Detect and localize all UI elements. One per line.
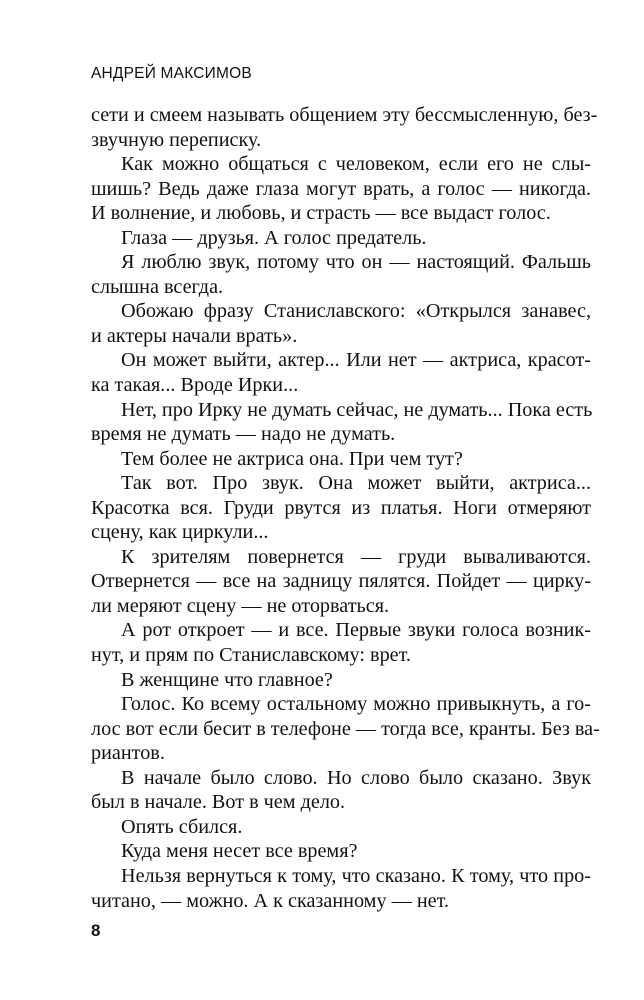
text-line: лос вот если бесит в телефоне — тогда все, кранты. Без ва- xyxy=(91,717,600,740)
text-line: риантов. xyxy=(91,742,165,765)
text-line: Голос. Ко всему остальному можно привыкнуть, а го- xyxy=(121,693,591,716)
text-line: Обожаю фразу Станиславского: «Открылся занавес, xyxy=(121,300,591,323)
text-line: сети и смеем называть общением эту бессмысленную, без- xyxy=(91,104,598,126)
text-line: сцену, как циркули... xyxy=(91,521,269,544)
page-number: 8 xyxy=(91,921,101,940)
text-line: К зрителям повернется — груди вываливаются. xyxy=(121,545,591,568)
text-line: нут, и прям по Станиславскому: врет. xyxy=(91,644,411,667)
text-line: звучную переписку. xyxy=(91,128,262,151)
text-line: и актеры начали врать». xyxy=(91,324,298,347)
text-line: Так вот. Про звук. Она может выйти, актриса... xyxy=(121,472,591,495)
text-line: читано, — можно. А к сказанному — нет. xyxy=(91,889,449,912)
text-line: слышна всегда. xyxy=(91,275,224,298)
text-line: Я люблю звук, потому что он — настоящий. Фальшь xyxy=(121,251,591,274)
text-line: ли меряют сцену — не оторваться. xyxy=(91,594,390,617)
body-text xyxy=(91,103,600,913)
text-line: Он может выйти, актер... Или нет — актриса, красот- xyxy=(121,349,591,372)
text-line: В начале было слово. Но слово было сказано. Звук xyxy=(121,766,591,789)
text-line: Опять сбился. xyxy=(121,815,243,838)
text-line: шишь? Ведь даже глаза могут врать, а голос — никогда. xyxy=(91,177,591,200)
text-line: Тем более не актриса она. При чем тут? xyxy=(121,447,463,470)
text-line: А рот откроет — и все. Первые звуки голоса возник- xyxy=(121,619,591,642)
text-line: был в начале. Вот в чем дело. xyxy=(91,791,346,814)
text-line: Глаза — друзья. А голос предатель. xyxy=(121,226,427,249)
text-line: И волнение, и любовь, и страсть — все выдаст голос. xyxy=(91,202,551,225)
text-line: Куда меня несет все время? xyxy=(121,840,358,863)
text-line: ка такая... Вроде Ирки... xyxy=(91,374,299,397)
running-head: АНДРЕЙ МАКСИМОВ xyxy=(91,65,252,82)
text-line: Отвернется — все на задницу пялятся. Пойдет — цирку- xyxy=(91,570,591,593)
text-line: Красотка вся. Груди рвутся из платья. Ноги отмеряют xyxy=(91,496,591,519)
text-line: Как можно общаться с человеком, если его не слы- xyxy=(121,153,591,176)
text-line: В женщине что главное? xyxy=(121,668,333,691)
text-line: Нельзя вернуться к тому, что сказано. К тому, что про- xyxy=(121,864,591,887)
text-line: время не думать — надо не думать. xyxy=(91,423,396,446)
text-line: Нет, про Ирку не думать сейчас, не думать... Пока есть xyxy=(121,398,593,421)
